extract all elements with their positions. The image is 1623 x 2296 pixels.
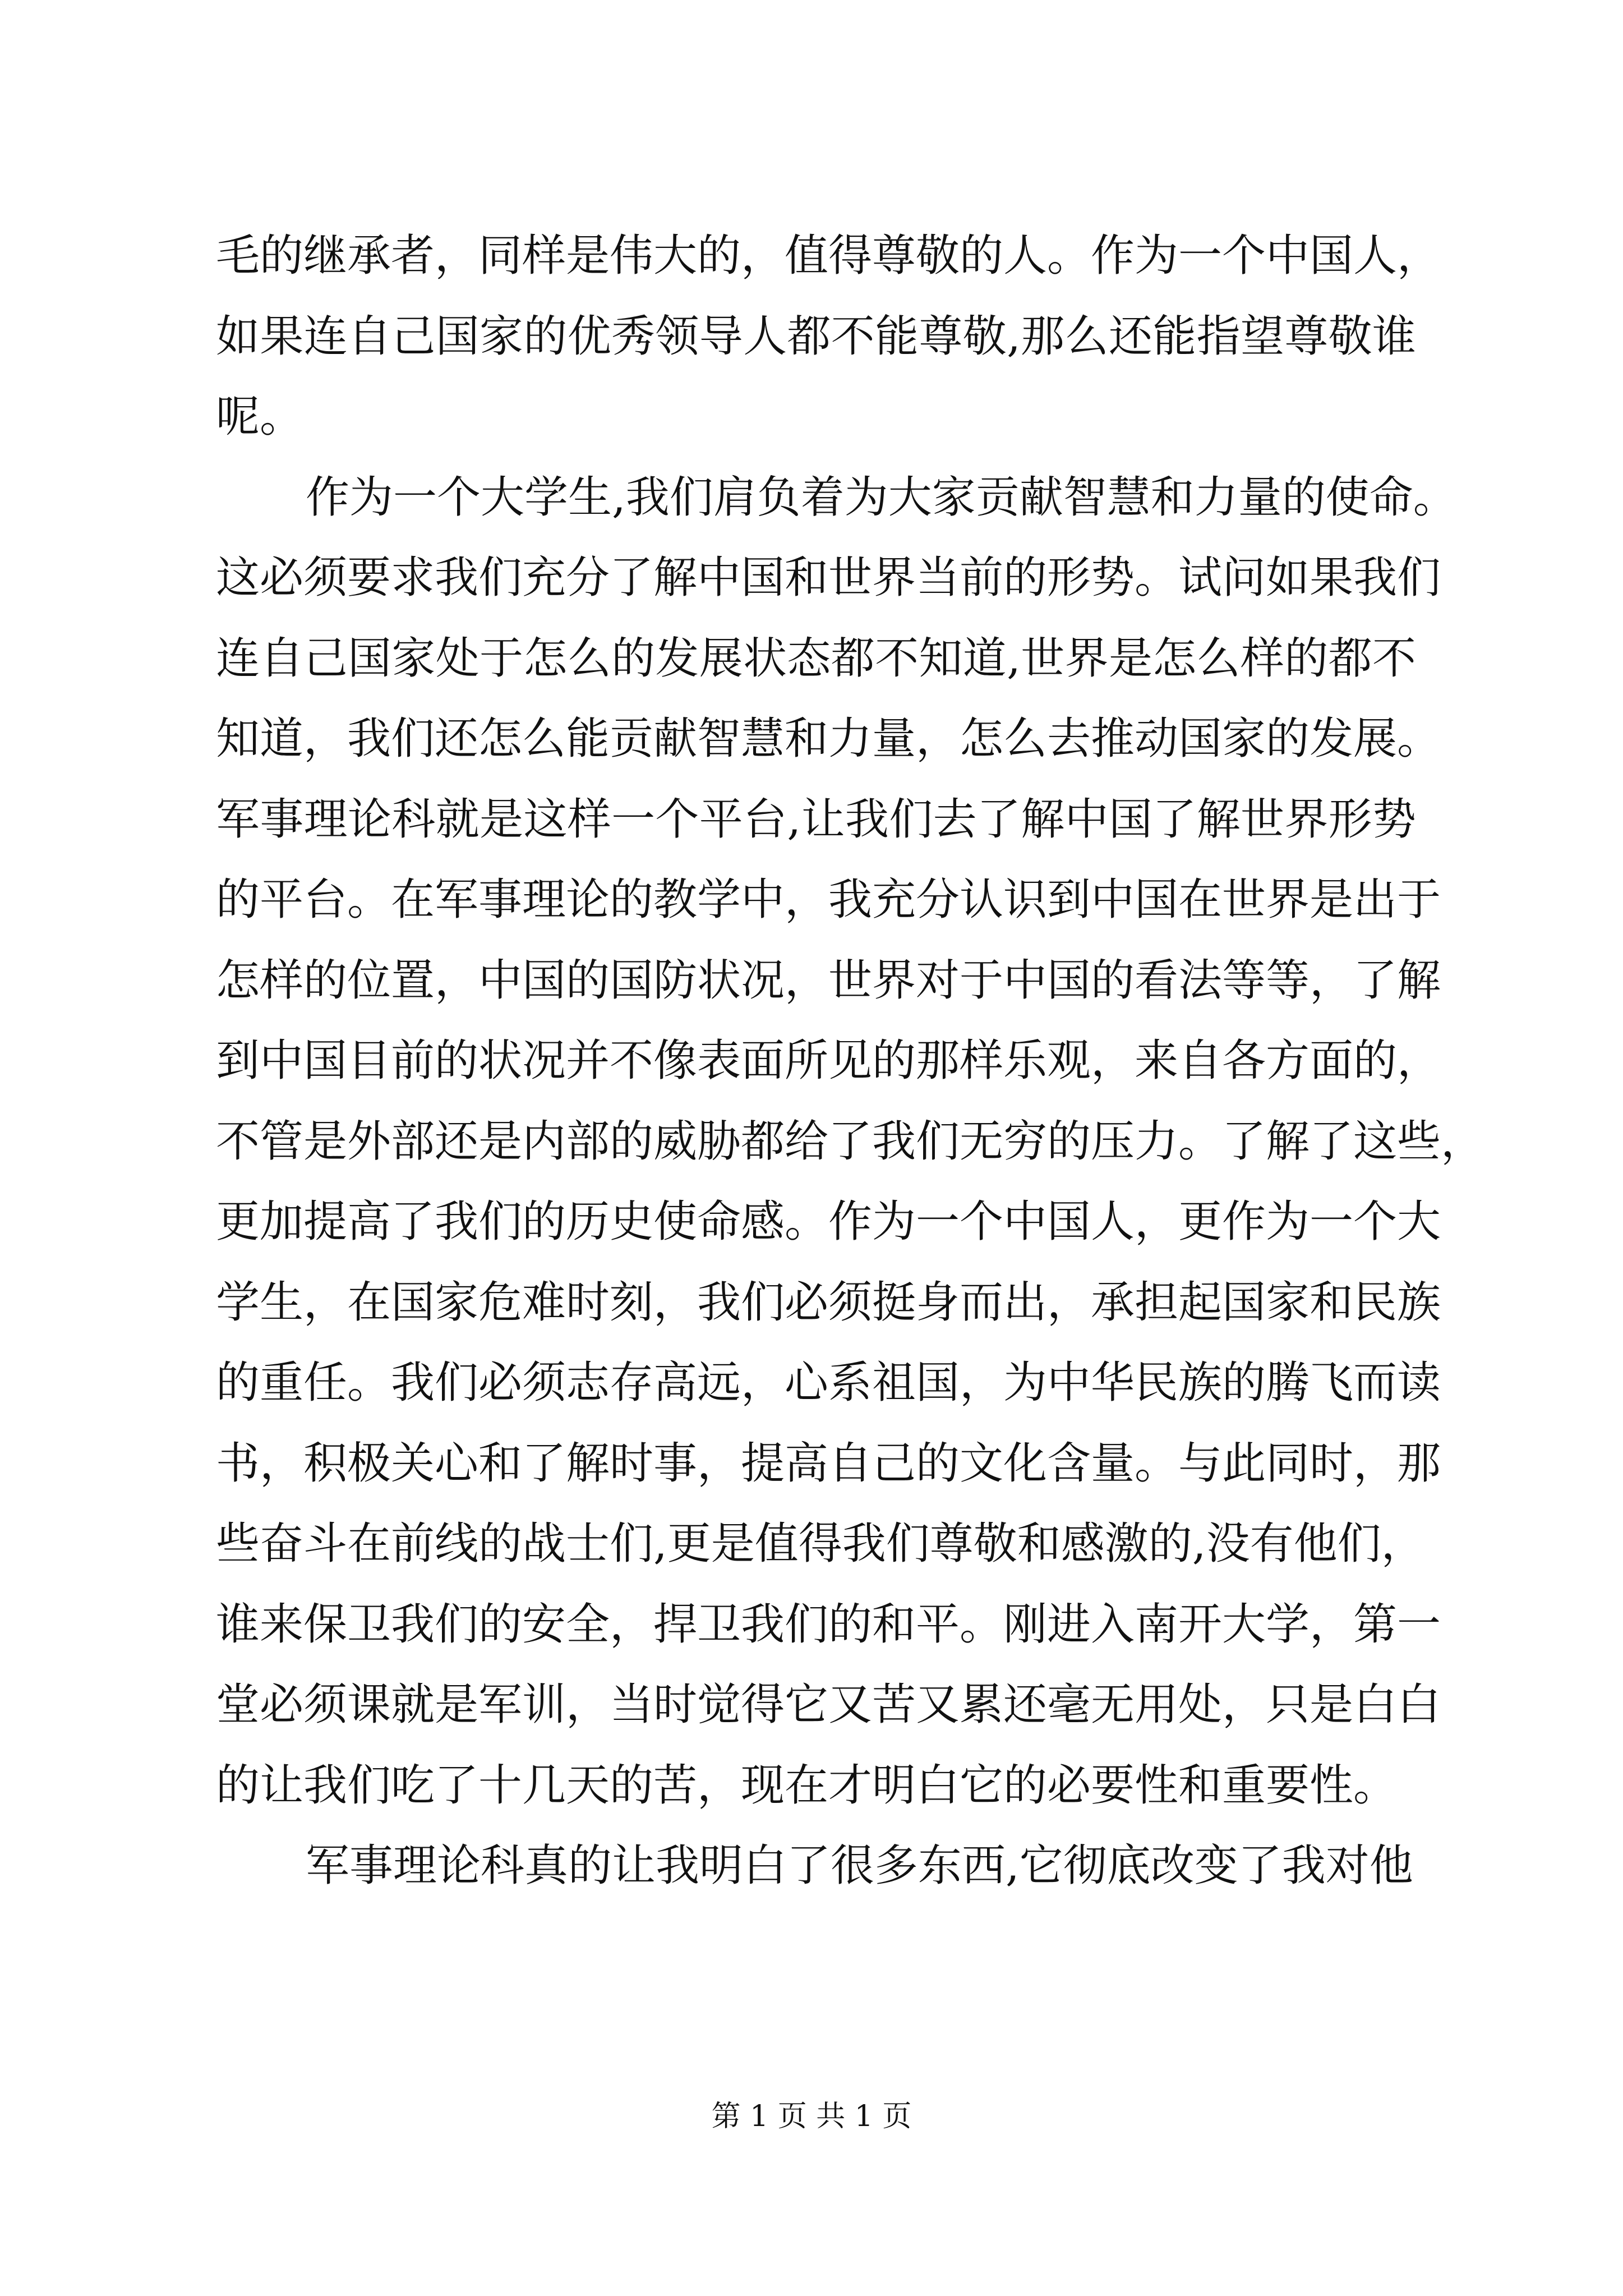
text-line: 的让我们吃了十几天的苦，现在才明白它的必要性和重要性。: [216, 1760, 1398, 1811]
text-line: 谁来保卫我们的安全，捍卫我们的和平。刚进入南开大学，第一: [216, 1599, 1441, 1650]
text-line: 这必须要求我们充分了解中国和世界当前的形势。试问如果我们: [216, 553, 1441, 603]
text-line: 书，积极关心和了解时事，提高自己的文化含量。与此同时，那: [216, 1438, 1441, 1489]
text-line: 更加提高了我们的历史使命感。作为一个中国人，更作为一个大: [216, 1197, 1441, 1247]
text-line: 学生，在国家危难时刻，我们必须挺身而出，承担起国家和民族: [216, 1277, 1441, 1328]
body-text: [216, 216, 1485, 1907]
text-line: 如果连自己国家的优秀领导人都不能尊敬,那么还能指望尊敬谁: [216, 311, 1416, 362]
text-line: 知道，我们还怎么能贡献智慧和力量，怎么去推动国家的发展。: [216, 714, 1441, 764]
page-footer: 第 1 页 共 1 页: [711, 2100, 912, 2133]
text-line: 的重任。我们必须志存高远，心系祖国，为中华民族的腾飞而读: [216, 1358, 1441, 1408]
text-line: 些奋斗在前线的战士们,更是值得我们尊敬和感激的,没有他们，: [216, 1519, 1425, 1569]
text-line: 堂必须课就是军训，当时觉得它又苦又累还毫无用处，只是白白: [216, 1680, 1441, 1730]
text-line: 呢。: [216, 392, 304, 442]
text-line: 连自己国家处于怎么的发展状态都不知道,世界是怎么样的都不: [216, 633, 1416, 684]
text-line: 的平台。在军事理论的教学中，我充分认识到中国在世界是出于: [216, 875, 1441, 925]
text-line: 军事理论科真的让我明白了很多东西,它彻底改变了我对他: [306, 1841, 1413, 1891]
text-line: 作为一个大学生,我们肩负着为大家贡献智慧和力量的使命。: [306, 472, 1457, 523]
text-line: 不管是外部还是内部的威胁都给了我们无穷的压力。了解了这些，: [216, 1116, 1485, 1167]
text-line: 到中国目前的状况并不像表面所见的那样乐观，来自各方面的，: [216, 1036, 1441, 1086]
text-line: 怎样的位置，中国的国防状况，世界对于中国的看法等等，了解: [216, 955, 1441, 1006]
text-line: 毛的继承者，同样是伟大的，值得尊敬的人。作为一个中国人，: [216, 231, 1441, 281]
text-line: 军事理论科就是这样一个平台,让我们去了解中国了解世界形势: [216, 794, 1416, 845]
